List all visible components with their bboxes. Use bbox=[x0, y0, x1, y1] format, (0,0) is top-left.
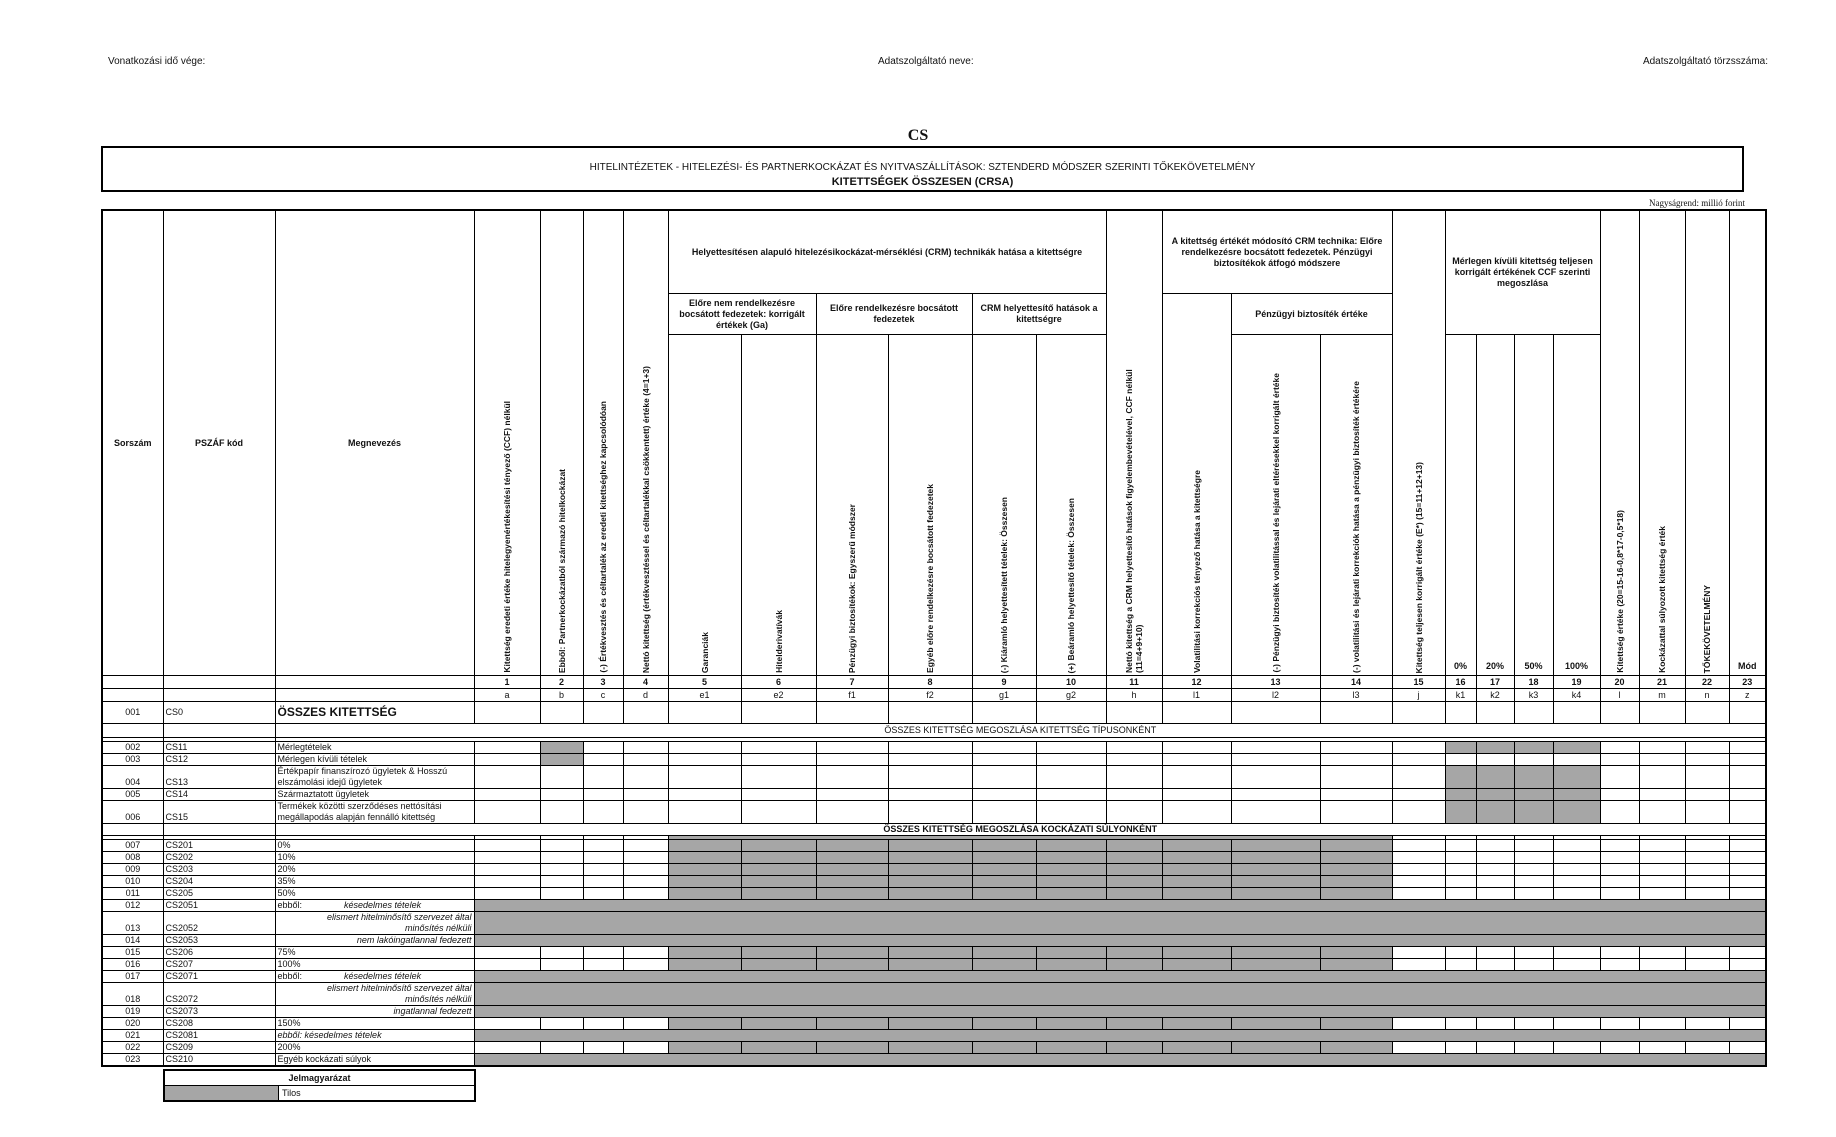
table-row: 006 CS15 Termékek közötti szerződéses nettósítási megállapodás alapján fennálló kitettség bbox=[102, 801, 1766, 824]
table-row: 010 CS204 35% bbox=[102, 876, 1766, 888]
column-letter-row: a b c d e1 e2 f1 f2 g1 g2 h l1 l2 l3 j k1 k2 k3 k4 l m n z bbox=[102, 689, 1766, 702]
crm-sub-substitution: CRM helyettesítő hatások a kitettségre bbox=[972, 294, 1106, 335]
table-row: 007 CS201 0% bbox=[102, 840, 1766, 852]
table-row: 023 CS210 Egyéb kockázati súlyok bbox=[102, 1054, 1766, 1067]
legend-title: Jelmagyarázat bbox=[164, 1070, 475, 1086]
table-row: 022 CS209 200% bbox=[102, 1042, 1766, 1054]
col-12: Volatilitási korrekciós tényező hatása a kitettségre bbox=[1162, 294, 1231, 676]
col-18: 50% bbox=[1514, 335, 1553, 676]
table-row: 018 CS2072 elismert hitelminősítő szervezet által minősítés nélküli bbox=[102, 983, 1766, 1006]
col-6: Hitelderivatívák bbox=[741, 335, 816, 676]
table-row: 011 CS205 50% bbox=[102, 888, 1766, 900]
table-row: 002 CS11 Mérlegtételek bbox=[102, 742, 1766, 754]
form-banner bbox=[101, 146, 1744, 192]
col-megnevezes: Megnevezés bbox=[275, 210, 474, 676]
table-row: 001 CS0 ÖSSZES KITETTSÉG bbox=[102, 702, 1766, 724]
col-20: Kitettség értéke (20=15-16-0,8*17-0,5*18) bbox=[1600, 210, 1639, 676]
col-8: Egyéb előre rendelkezésre bocsátott fedezetek bbox=[888, 335, 972, 676]
col-19: 100% bbox=[1553, 335, 1600, 676]
col-23: Mód bbox=[1729, 210, 1766, 676]
col-17: 20% bbox=[1476, 335, 1514, 676]
table-row: 020 CS208 150% bbox=[102, 1018, 1766, 1030]
table-row: 016 CS207 100% bbox=[102, 959, 1766, 971]
banner-subtitle: KITETTSÉGEK ÖSSZESEN (CRSA) bbox=[831, 176, 1014, 188]
section-row bbox=[102, 824, 1766, 836]
col-10: (+) Beáramló helyettesítő tételek: Összesen bbox=[1036, 335, 1106, 676]
col-13: (-) Pénzügyi biztosíték volatilitással és lejárati eltérésekkel korrigált értéke bbox=[1231, 335, 1320, 676]
crm-group-header: Helyettesítésen alapuló hitelezésikockázat-mérséklési (CRM) technikák hatása a kitettségre bbox=[668, 210, 1106, 294]
table-row: 004 CS13 Értékpapír finanszírozó ügyletek & Hosszú elszámolási idejű ügyletek bbox=[102, 766, 1766, 789]
offbalance-group-header: Mérlegen kívüli kitettség teljesen korrigált értékének CCF szerinti megoszlása bbox=[1445, 210, 1600, 335]
col-3: (-) Értékvesztés és céltartalék az eredeti kitettséghez kapcsolódóan bbox=[583, 210, 623, 676]
table-row: 008 CS202 10% bbox=[102, 852, 1766, 864]
table-row: 013 CS2052 elismert hitelminősítő szervezet által minősítés nélküli bbox=[102, 912, 1766, 935]
col-1: Kitettség eredeti értéke hitelegyenértékesítési tényező (CCF) nélkül bbox=[474, 210, 540, 676]
col-4: Nettó kitettség (értékvesztéssel és céltartalékkal csökkentett) értéke (4=1+3) bbox=[623, 210, 668, 676]
crm-sub-funded: Előre rendelkezésre bocsátott fedezetek bbox=[816, 294, 972, 335]
crm-sub-unfunded: Előre nem rendelkezésre bocsátott fedezetek: korrigált értékek (Ga) bbox=[668, 294, 816, 335]
column-number-row: 1 2 3 4 5 6 7 8 9 10 11 12 13 14 15 16 17 18 19 20 21 22 23 bbox=[102, 676, 1766, 689]
table-row: 009 CS203 20% bbox=[102, 864, 1766, 876]
col-21: Kockázattal súlyozott kitettség érték bbox=[1639, 210, 1685, 676]
col-sorszam: Sorszám bbox=[102, 210, 163, 676]
legend-forbidden-label: Tilos bbox=[279, 1086, 476, 1102]
col-pszaf-code: PSZÁF kód bbox=[163, 210, 275, 676]
col-16: 0% bbox=[1445, 335, 1476, 676]
col-11: Nettó kitettség a CRM helyettesítő hatások figyelembevételével, CCF nélkül (11=4+9+10) bbox=[1106, 210, 1162, 676]
col-9: (-) Kiáramló helyettesített tételek: Összesen bbox=[972, 335, 1036, 676]
unit-note: Nagyságrend: millió forint bbox=[1649, 198, 1745, 208]
table-row: 005 CS14 Származtatott ügyletek bbox=[102, 789, 1766, 801]
col-5: Garanciák bbox=[668, 335, 741, 676]
form-code: CS bbox=[907, 127, 929, 144]
section-row bbox=[102, 724, 1766, 738]
legend-forbidden-swatch bbox=[164, 1086, 279, 1102]
table-row: 014 CS2053 nem lakóingatlannal fedezett bbox=[102, 935, 1766, 947]
col-22: TŐKEKÖVETELMÉNY bbox=[1685, 210, 1729, 676]
provider-id-label: Adatszolgáltató törzsszáma: bbox=[1642, 56, 1768, 67]
col-2: Ebből: Partnerkockázatból származó hitelkockázat bbox=[540, 210, 583, 676]
section-by-risk-weight: ÖSSZES KITETTSÉG MEGOSZLÁSA KOCKÁZATI SÚLYONKÉNT bbox=[275, 824, 1766, 836]
reference-period-label: Vonatkozási idő vége: bbox=[108, 56, 206, 67]
col-15: Kitettség teljesen korrigált értéke (E*) (15=11+12+13) bbox=[1392, 210, 1445, 676]
legend bbox=[163, 1069, 476, 1102]
banner-title: HITELINTÉZETEK - HITELEZÉSI- ÉS PARTNERKOCKÁZAT ÉS NYITVASZÁLLÍTÁSOK: SZTENDERD MÓDSZER SZERINTI TŐKEKÖVETELMÉNY bbox=[589, 162, 1256, 173]
table-row: 017 CS2071 ebből: késedelmes tételek bbox=[102, 971, 1766, 983]
table-row: 019 CS2073 ingatlannal fedezett bbox=[102, 1006, 1766, 1018]
crm2-group-header: A kitettség értékét módosító CRM technika: Előre rendelkezésre bocsátott fedezetek. Pénzügyi biztosítékok átfogó módszere bbox=[1162, 210, 1392, 294]
financial-collateral-header: Pénzügyi biztosíték értéke bbox=[1231, 294, 1392, 335]
provider-name-label: Adatszolgáltató neve: bbox=[878, 56, 974, 67]
table-row: 021 CS2081 ebből: késedelmes tételek bbox=[102, 1030, 1766, 1042]
table-row: 003 CS12 Mérlegen kívüli tételek bbox=[102, 754, 1766, 766]
col-14: (-) volatilitási és lejárati korrekciók hatása a pénzügyi biztosíték értékére bbox=[1320, 335, 1392, 676]
table-row: 012 CS2051 ebből: késedelmes tételek bbox=[102, 900, 1766, 912]
table-row: 015 CS206 75% bbox=[102, 947, 1766, 959]
section-by-type: ÖSSZES KITETTSÉG MEGOSZLÁSA KITETTSÉG TÍPUSONKÉNT bbox=[275, 724, 1766, 738]
col-7: Pénzügyi biztosítékok: Egyszerű módszer bbox=[816, 335, 888, 676]
report-table bbox=[101, 209, 1767, 1067]
